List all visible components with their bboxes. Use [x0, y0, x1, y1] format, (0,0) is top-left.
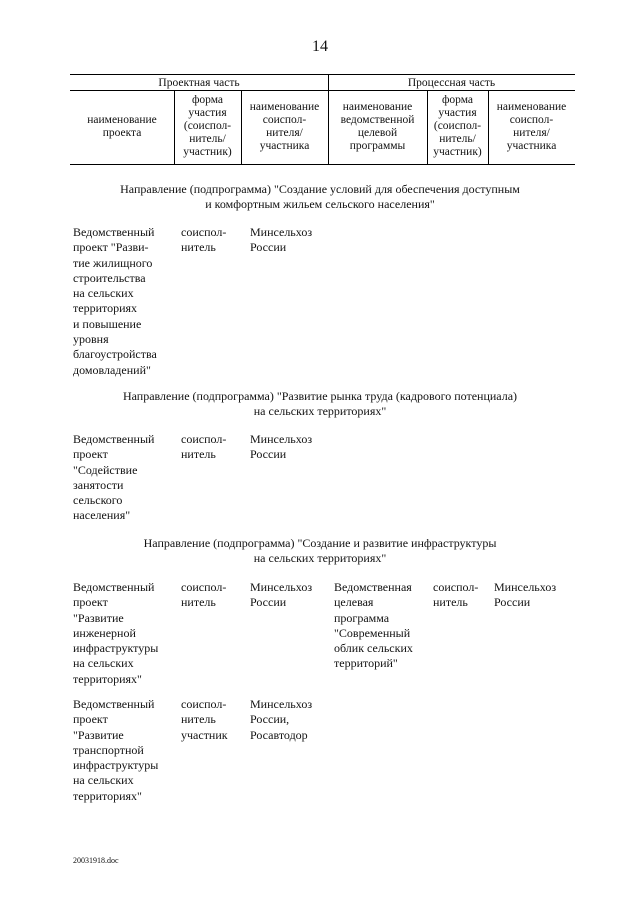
- project-name-cell: Ведомственный проект "Содействие занятости сельского населения": [73, 432, 155, 523]
- participant-cell: Минсельхоз России, Росавтодор: [250, 697, 313, 742]
- participant-cell: Минсельхоз России: [250, 580, 313, 610]
- section-title: Направление (подпрограмма) "Создание и развитие инфраструктуры на сельских территориях": [143, 536, 497, 565]
- column-header-participant-name: наименование соиспол- нителя/ участника: [249, 101, 320, 152]
- column-header-program-form: форма участия (соиспол- нитель/ участник): [433, 94, 482, 158]
- participation-form-cell: соиспол- нитель участник: [181, 697, 228, 742]
- participant-cell: Минсельхоз России: [250, 432, 313, 462]
- participation-form-cell: соиспол- нитель: [181, 432, 227, 462]
- project-name-cell: Ведомственный проект "Развитие инженерной инфраструктуры на сельских территориях": [73, 580, 159, 686]
- participation-form-cell: соиспол- нитель: [181, 580, 227, 610]
- process-part-title: Процессная часть: [407, 77, 496, 89]
- program-form-cell: соиспол- нитель: [433, 580, 479, 610]
- header-mid-rule: [70, 90, 575, 91]
- column-header-program-participant: наименование соиспол- нителя/ участника: [496, 101, 567, 152]
- column-header-participation-form: форма участия (соиспол- нитель/ участник): [183, 94, 232, 158]
- project-name-cell: Ведомственный проект "Развитие транспортной инфраструктуры на сельских территориях": [73, 697, 159, 803]
- column-header-project-name: наименование проекта: [87, 114, 157, 139]
- project-part-title: Проектная часть: [158, 77, 240, 89]
- column-header-program-name: наименование ведомственной целевой программы: [340, 101, 415, 152]
- page-number: 14: [312, 38, 328, 55]
- participant-cell: Минсельхоз России: [250, 225, 313, 255]
- footer-filename: 20031918.doc: [73, 856, 119, 865]
- section-title: Направление (подпрограмма) "Создание условий для обеспечения доступным и комфортным жильем сельского населения": [120, 182, 520, 211]
- header-top-rule: [70, 74, 575, 75]
- section-title: Направление (подпрограмма) "Развитие рынка труда (кадрового потенциала) на сельских территориях": [122, 389, 518, 418]
- header-bottom-rule: [70, 164, 575, 165]
- project-name-cell: Ведомственный проект "Разви- тие жилищного строительства на сельских территориях и повышение уровня благоустройства домовладений": [73, 225, 157, 377]
- program-participant-cell: Минсельхоз России: [494, 580, 557, 610]
- participation-form-cell: соиспол- нитель: [181, 225, 227, 255]
- program-name-cell: Ведомственная целевая программа "Современный облик сельских территорий": [334, 580, 413, 671]
